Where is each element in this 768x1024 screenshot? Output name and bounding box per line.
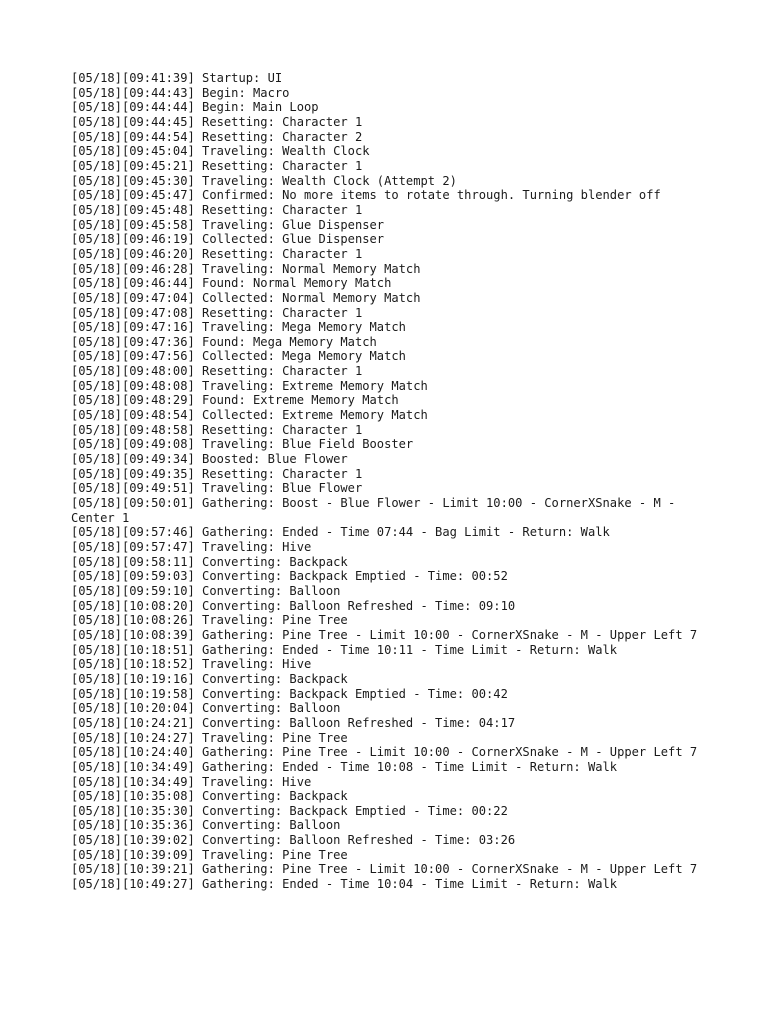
log-line: [05/18][09:47:04] Collected: Normal Memory Match (71, 290, 421, 305)
log-line: [05/18][09:49:08] Traveling: Blue Field Booster (71, 437, 414, 452)
log-line: [05/18][09:44:44] Begin: Main Loop (71, 100, 319, 115)
log-line: [05/18][09:48:00] Resetting: Character 1 (71, 364, 363, 379)
log-line: [05/18][10:18:52] Traveling: Hive (71, 657, 312, 672)
log-line: [05/18][09:49:34] Boosted: Blue Flower (71, 452, 348, 467)
log-line: [05/18][09:45:58] Traveling: Glue Dispenser (71, 217, 385, 232)
log-line: [05/18][09:48:08] Traveling: Extreme Memory Match (71, 378, 428, 393)
log-text-block (71, 71, 711, 892)
log-line: [05/18][10:39:21] Gathering: Pine Tree - Limit 10:00 - CornerXSnake - M - Upper Left 7 (71, 862, 698, 877)
log-line: [05/18][09:46:20] Resetting: Character 1 (71, 246, 363, 261)
log-line: [05/18][10:08:39] Gathering: Pine Tree - Limit 10:00 - CornerXSnake - M - Upper Left 7 (71, 627, 698, 642)
log-line: [05/18][10:49:27] Gathering: Ended - Time 10:04 - Time Limit - Return: Walk (71, 877, 618, 892)
log-line: [05/18][09:45:21] Resetting: Character 1 (71, 158, 363, 173)
log-line: [05/18][09:45:30] Traveling: Wealth Clock (Attempt 2) (71, 173, 457, 188)
log-line: [05/18][09:47:56] Collected: Mega Memory Match (71, 349, 406, 364)
log-line: [05/18][10:20:04] Converting: Balloon (71, 701, 341, 716)
log-line: [05/18][09:41:39] Startup: UI (71, 71, 283, 85)
log-line: [05/18][10:35:30] Converting: Backpack Emptied - Time: 00:22 (71, 803, 508, 818)
log-line: [05/18][09:58:11] Converting: Backpack (71, 554, 348, 569)
log-line: [05/18][09:48:54] Collected: Extreme Memory Match (71, 408, 428, 423)
log-line: [05/18][10:19:16] Converting: Backpack (71, 671, 348, 686)
log-line: [05/18][10:18:51] Gathering: Ended - Time 10:11 - Time Limit - Return: Walk (71, 642, 618, 657)
log-line: [05/18][10:34:49] Traveling: Hive (71, 774, 312, 789)
log-line: [05/18][09:46:19] Collected: Glue Dispenser (71, 232, 385, 247)
log-line: [05/18][09:59:10] Converting: Balloon (71, 583, 341, 598)
log-line: [05/18][10:24:21] Converting: Balloon Refreshed - Time: 04:17 (71, 715, 516, 730)
log-line: [05/18][09:45:04] Traveling: Wealth Clock (71, 144, 370, 159)
log-line: [05/18][09:44:43] Begin: Macro (71, 85, 290, 100)
log-line: [05/18][10:34:49] Gathering: Ended - Time 10:08 - Time Limit - Return: Walk (71, 759, 618, 774)
log-line: [05/18][09:46:28] Traveling: Normal Memory Match (71, 261, 421, 276)
log-line: [05/18][09:50:01] Gathering: Boost - Blue Flower - Limit 10:00 - CornerXSnake - M - Center 1 (71, 496, 683, 525)
log-line: [05/18][09:46:44] Found: Normal Memory Match (71, 276, 392, 291)
log-line: [05/18][10:39:09] Traveling: Pine Tree (71, 847, 348, 862)
log-line: [05/18][09:48:58] Resetting: Character 1 (71, 422, 363, 437)
log-line: [05/18][09:44:54] Resetting: Character 2 (71, 129, 363, 144)
log-line: [05/18][10:39:02] Converting: Balloon Refreshed - Time: 03:26 (71, 833, 516, 848)
log-line: [05/18][09:57:47] Traveling: Hive (71, 540, 312, 554)
log-line: [05/18][09:49:35] Resetting: Character 1 (71, 466, 363, 481)
log-line: [05/18][10:35:08] Converting: Backpack (71, 789, 348, 804)
log-line: [05/18][10:24:40] Gathering: Pine Tree - Limit 10:00 - CornerXSnake - M - Upper Left 7 (71, 745, 698, 760)
log-line: [05/18][09:45:48] Resetting: Character 1 (71, 202, 363, 217)
log-line: [05/18][09:48:29] Found: Extreme Memory Match (71, 393, 399, 408)
log-line: [05/18][09:45:47] Confirmed: No more items to rotate through. Turning blender off (71, 188, 661, 203)
log-line: [05/18][10:08:26] Traveling: Pine Tree (71, 613, 348, 628)
log-line: [05/18][10:08:20] Converting: Balloon Refreshed - Time: 09:10 (71, 598, 516, 613)
log-line: [05/18][09:47:08] Resetting: Character 1 (71, 305, 363, 320)
log-line: [05/18][09:57:46] Gathering: Ended - Time 07:44 - Bag Limit - Return: Walk (71, 525, 610, 540)
log-line: [05/18][10:19:58] Converting: Backpack Emptied - Time: 00:42 (71, 686, 508, 701)
log-line: [05/18][10:35:36] Converting: Balloon (71, 818, 341, 833)
log-line: [05/18][10:24:27] Traveling: Pine Tree (71, 730, 348, 745)
log-line: [05/18][09:47:36] Found: Mega Memory Match (71, 334, 377, 349)
log-line: [05/18][09:59:03] Converting: Backpack Emptied - Time: 00:52 (71, 569, 508, 584)
log-line: [05/18][09:44:45] Resetting: Character 1 (71, 114, 363, 129)
log-line: [05/18][09:47:16] Traveling: Mega Memory Match (71, 320, 406, 335)
log-line: [05/18][09:49:51] Traveling: Blue Flower (71, 481, 363, 496)
